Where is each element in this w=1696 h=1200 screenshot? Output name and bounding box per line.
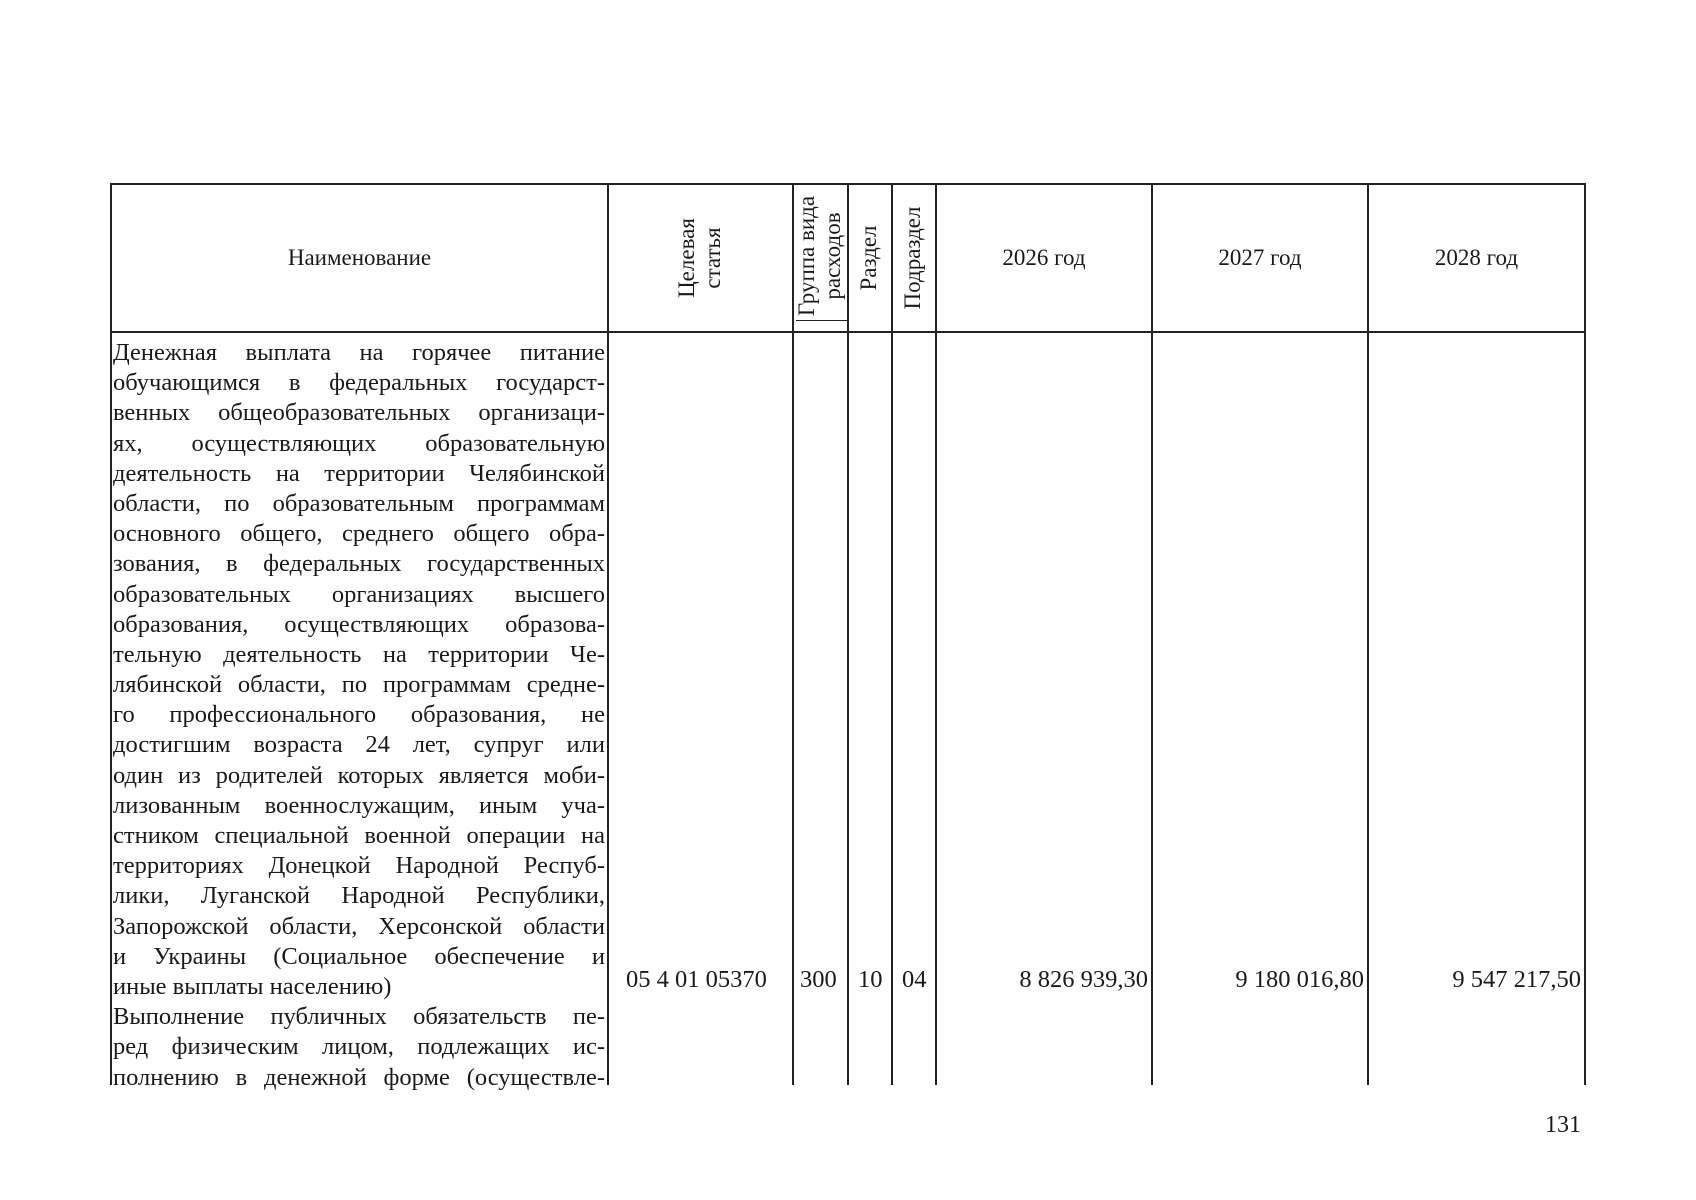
name-line: лики, Луганской Народной Республики, (113, 882, 605, 910)
cell-2027: 9 180 016,80 (1235, 966, 1364, 993)
name-line: достигшим возраста 24 лет, супруг или (113, 731, 605, 759)
cell-subsection: 04 (902, 966, 927, 993)
cell-2028: 9 547 217,50 (1452, 966, 1581, 993)
name-line: иные выплаты населению) (113, 972, 392, 1000)
header-year-2027: 2027 год (1218, 245, 1302, 270)
header-expense-group-line1: Группа вида (794, 195, 819, 317)
header-name: Наименование (287, 245, 432, 270)
cell-2026: 8 826 939,30 (1019, 966, 1148, 993)
name-line: обучающимся в федеральных государст- (113, 369, 605, 397)
header-bottom-border (110, 331, 1586, 333)
col-divider-section (891, 183, 893, 1085)
cell-target-article: 05 4 01 05370 (626, 966, 767, 993)
name-line: лябинской области, по программам средне- (113, 671, 605, 699)
name-line: образовательных организациях высшего (113, 580, 605, 608)
header-year-2026: 2026 год (1002, 245, 1086, 270)
cell-section: 10 (858, 966, 883, 993)
name-line: территориях Донецкой Народной Респуб- (113, 852, 605, 880)
name-line: го профессионального образования, не (113, 701, 605, 729)
header-subsection: Подраздел (900, 206, 925, 310)
cell-expense-group: 300 (800, 966, 837, 993)
name-line: венных общеобразовательных организаци- (113, 399, 605, 427)
header-year-2028: 2028 год (1434, 245, 1519, 270)
name-line: один из родителей которых является моби- (113, 761, 605, 789)
header-section: Раздел (856, 225, 881, 291)
name-line: лизованным военнослужащим, иным уча- (113, 791, 605, 819)
header-target-article (674, 218, 726, 298)
name-line: и Украины (Социальное обеспечение и (113, 942, 605, 970)
page-number: 131 (1545, 1112, 1581, 1138)
col-divider-group (847, 183, 849, 1085)
row-name-text (113, 338, 605, 1093)
header-expense-group-line2: расходов (820, 212, 845, 300)
name-line: Запорожской области, Херсонской области (113, 912, 605, 940)
name-line: Выполнение публичных обязательств пе- (113, 1003, 605, 1031)
name-line: зования, в федеральных государственных (113, 550, 605, 578)
name-line: ях, осуществляющих образовательную (113, 429, 605, 457)
header-target-article-line2: статья (700, 227, 725, 289)
name-line: образования, осуществляющих образова- (113, 610, 605, 638)
name-line: области, по образовательным программам (113, 489, 605, 517)
name-line: Денежная выплата на горячее питание (113, 339, 605, 366)
name-line: тельную деятельность на территории Че- (113, 640, 605, 668)
name-line: деятельность на территории Челябинской (113, 459, 605, 487)
name-line: ред физическим лицом, подлежащих ис- (113, 1033, 605, 1061)
header-target-article-line1: Целевая (674, 218, 699, 298)
name-line: основного общего, среднего общего обра- (113, 520, 605, 548)
table-border-right (1584, 183, 1586, 1085)
header-expense-group (794, 196, 846, 316)
expense-group-underline (796, 320, 847, 321)
name-line: полнению в денежной форме (осуществле- (113, 1063, 605, 1091)
col-divider-target (792, 183, 794, 1085)
name-line: стником специальной военной операции на (113, 822, 605, 849)
col-divider-name (607, 183, 609, 1085)
